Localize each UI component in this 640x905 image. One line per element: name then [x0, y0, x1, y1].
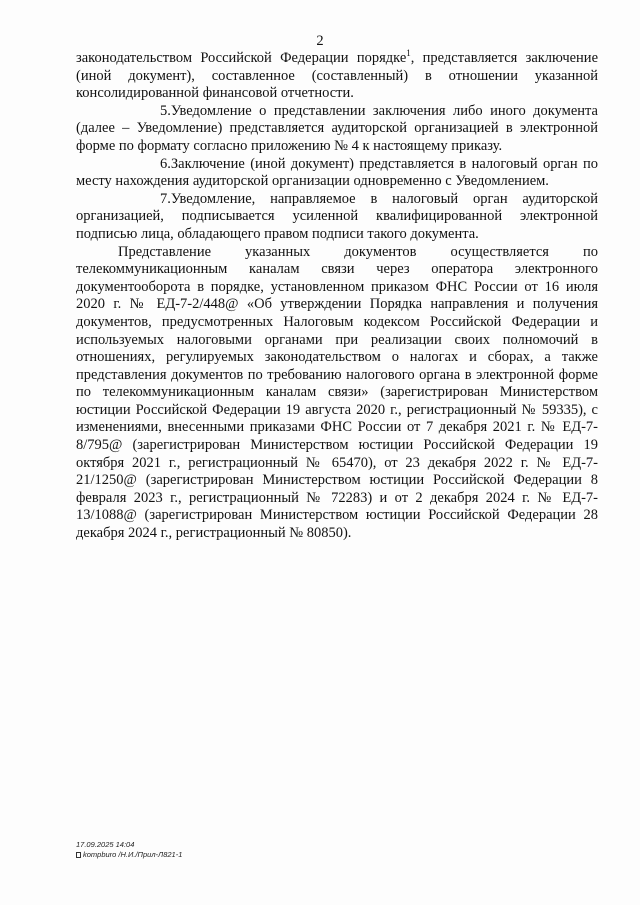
- paragraph-6: [76, 156, 598, 191]
- continuation-text-end: , представляется заключение (иной документ), составленное (составленный) в отношении указанной консолидированной финансовой отчетности.: [76, 50, 598, 102]
- page-number: 2: [316, 33, 324, 49]
- continuation-text-start: законодательством Российской Федерации порядке: [76, 50, 407, 66]
- paragraph-text: Уведомление, направляемое в налоговый орган аудиторской организацией, подписывается усиленной квалифицированной электронной подписью лица, обладающего правом подписи такого документа.: [76, 190, 598, 242]
- document-body: [76, 50, 598, 543]
- footer-file-path: kompburo /Н.И./Прил-Л821-1: [83, 849, 183, 859]
- paragraph-5: [76, 103, 598, 156]
- paragraph-number: 7.: [160, 190, 171, 207]
- footnote-reference: 1: [406, 48, 411, 59]
- paragraph-number: 6.: [160, 155, 171, 172]
- footer-timestamp: 17.09.2025 14:04: [76, 840, 135, 849]
- footer-file-line: [76, 850, 182, 860]
- paragraph-text: Заключение (иной документ) представляется в налоговый орган по месту нахождения аудиторской организации одновременно с Уведомлением.: [76, 155, 598, 190]
- paragraph-7: [76, 191, 598, 244]
- paragraph-number: 5.: [160, 102, 171, 119]
- document-file-icon: [76, 852, 81, 858]
- page-footer: [76, 840, 182, 859]
- submission-paragraph: Представление указанных документов осуществляется по телекоммуникационным каналам связи через оператора электронного документооборота в порядке, установленном приказом ФНС России от 16 июля 2020 г. № ЕД-7-2/448@ «Об утверждении Порядка направления и получения документов, предусмотренных Налоговым кодексом Российской Федерации и используемых налоговыми органами при реализации своих полномочий в отношениях, регулируемых законодательством о налогах и сборах, а также представления документов по требованию налогового органа в электронной форме по телекоммуникационным каналам связи» (зарегистрирован Министерством юстиции Российской Федерации 19 августа 2020 г., регистрационный № 59335), с изменениями, внесенными приказами ФНС России от 7 декабря 2021 г. № ЕД-7-8/795@ (зарегистрирован Министерством юстиции Российской Федерации 19 октября 2021 г., регистрационный № 65470), от 23 декабря 2022 г. № ЕД-7-21/1250@ (зарегистрирован Министерством юстиции Российской Федерации 8 февраля 2023 г., регистрационный № 72283) и от 2 декабря 2024 г. № ЕД-7-13/1088@ (зарегистрирован Министерством юстиции Российской Федерации 28 декабря 2024 г., регистрационный № 80850).: [76, 243, 598, 542]
- continuation-paragraph: [76, 50, 598, 103]
- paragraph-text: Уведомление о представлении заключения либо иного документа (далее – Уведомление) представляется аудиторской организацией в электронной форме по формату согласно приложению № 4 к настоящему приказу.: [76, 102, 598, 154]
